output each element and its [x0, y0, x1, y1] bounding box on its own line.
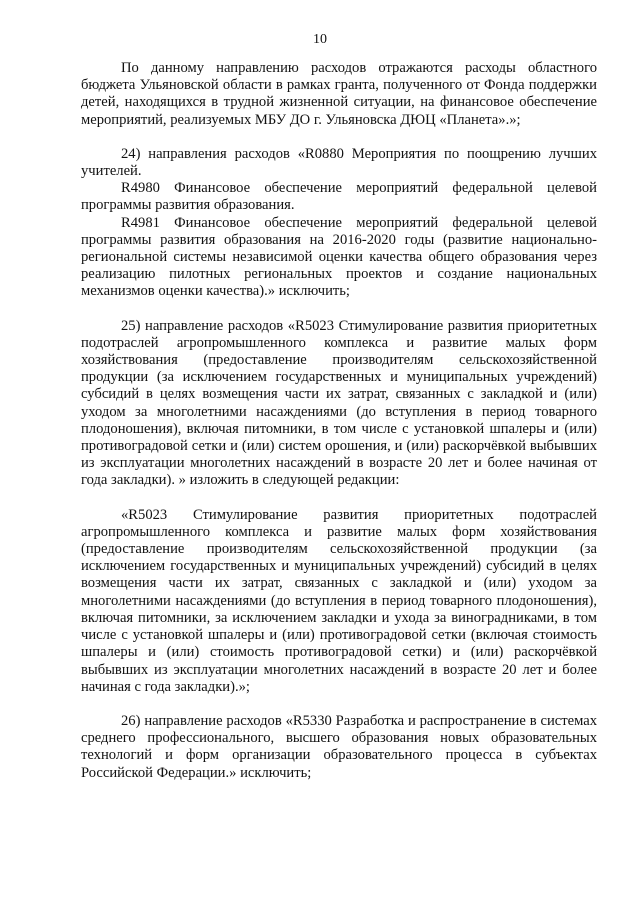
paragraph-r5023-new-edition: «R5023 Стимулирование развития приоритетных подотраслей агропромышленного комплекса и развитие малых форм хозяйствования (предоставление производителям сельскохозяйственной продукции (за исключением государственных и муниципальных учреждений) субсидий в целях возмещения части их затрат, связанных с закладкой и (или) уходом за многолетними насаждениями (до вступления в период товарного плодоношения), включая питомники, за исключением закладки и ухода за виноградниками, в том числе с установкой шпалеры и (или) противоградовой сетки (включая стоимость шпалеры и (или) стоимость противоградовой сетки) и (или) раскорчёвкой выбывших из эксплуатации многолетних насаждений в возрасте 20 лет и более начиная с года закладки).»; [81, 506, 597, 695]
page-number: 10 [313, 32, 327, 47]
paragraph-item-26: 26) направление расходов «R5330 Разработка и распространение в системах среднего профессионального, высшего образования новых образовательных технологий и форм организации образовательного процесса в субъектах Российской Федерации.» исключить; [81, 712, 597, 781]
paragraph-item-25: 25) направление расходов «R5023 Стимулирование развития приоритетных подотраслей агропромышленного комплекса и развитие малых форм хозяйствования (предоставление производителям сельскохозяйственной продукции (за исключением государственных и муниципальных учреждений) субсидий в целях возмещения части их затрат, связанных с закладкой и (или) уходом за многолетними насаждениями (до вступления в период товарного плодоношения), включая питомники, в том числе с установкой шпалеры и (или) противоградовой сетки и (или) систем орошения, и (или) раскорчёвкой выбывших из эксплуатации многолетних насаждений в возрасте 20 лет и более начиная от года закладки). » изложить в следующей редакции: [81, 317, 597, 489]
paragraph-r4980: R4980 Финансовое обеспечение мероприятий федеральной целевой программы развития образования. [81, 180, 597, 214]
paragraph-r4981: R4981 Финансовое обеспечение мероприятий федеральной целевой программы развития образования на 2016-2020 годы (развитие национально-региональной системы независимой оценки качества общего образования через реализацию пилотных региональных проектов и создание национальных механизмов оценки качества).» исключить; [81, 214, 597, 300]
paragraph-planeta-expenses: По данному направлению расходов отражаются расходы областного бюджета Ульяновской области в рамках гранта, полученного от Фонда поддержки детей, находящихся в трудной жизненной ситуации, на финансовое обеспечение мероприятий, реализуемых МБУ ДО г. Ульяновска ДЮЦ «Планета».»; [81, 60, 597, 128]
paragraph-item-24: 24) направления расходов «R0880 Мероприятия по поощрению лучших учителей. [81, 145, 597, 180]
document-body [81, 60, 597, 782]
